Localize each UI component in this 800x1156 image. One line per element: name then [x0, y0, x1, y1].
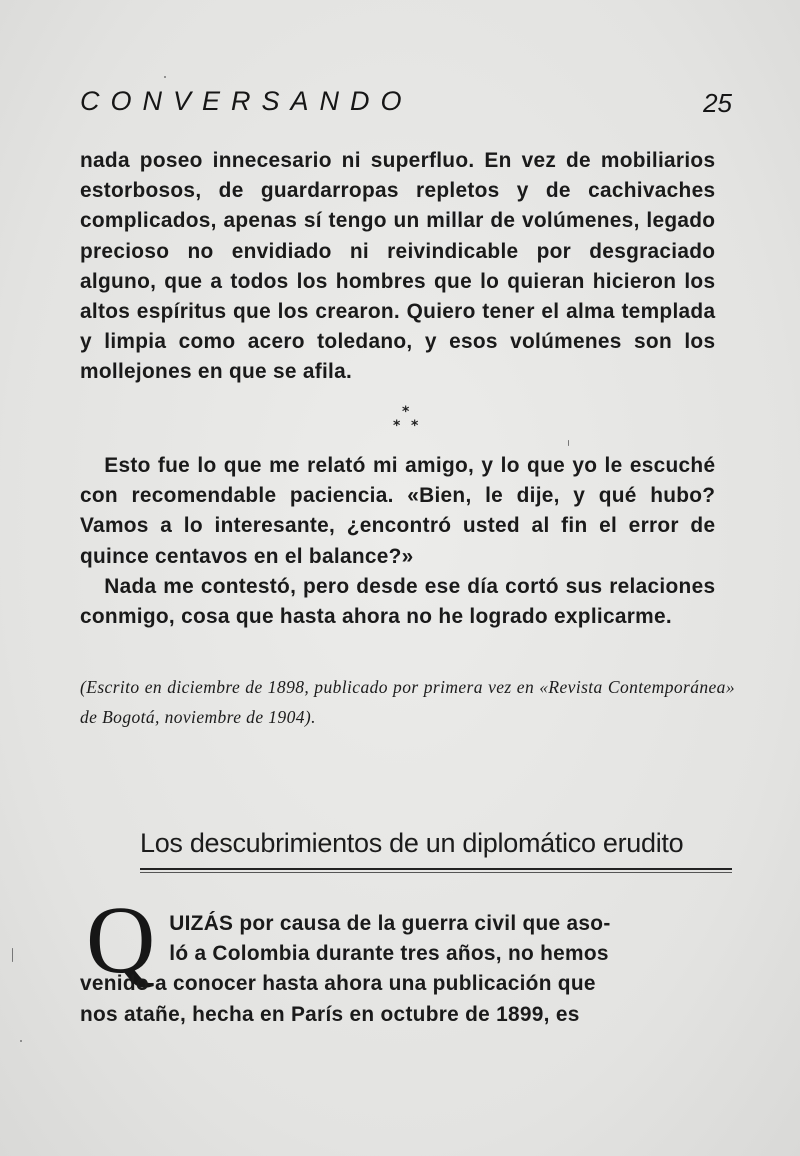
- drop-cap: Q: [86, 886, 156, 993]
- running-title: CONVERSANDO: [80, 86, 413, 116]
- page-number: 25: [703, 88, 732, 118]
- paper-speck: [164, 76, 166, 78]
- closing-paragraphs: [80, 450, 715, 631]
- paragraph-2: Esto fue lo que me relató mi amigo, y lo que yo le escuché con recomendable paciencia. «Bien, le dije, y qué hubo? Vamos a lo interesante, ¿encontró usted al fin el error de quince centavos en el balance?»: [80, 453, 716, 568]
- asterism-star-left: *: [393, 418, 401, 434]
- asterism-star-right: *: [411, 418, 419, 434]
- asterism-star-top: *: [402, 404, 410, 420]
- opening-line-3: venido a conocer hasta ahora una publicación que: [80, 971, 596, 996]
- opening-line-2: ló a Colombia durante tres años, no hemos: [169, 941, 609, 966]
- section-rule: [140, 868, 732, 870]
- paper-speck: [568, 440, 569, 446]
- section-opening-paragraph: [80, 908, 715, 1029]
- section-title: Los descubrimientos de un diplomático erudito: [140, 828, 684, 858]
- opening-line-1: UIZÁS por causa de la guerra civil que aso-: [169, 911, 611, 935]
- paragraph-continuation: [80, 145, 715, 387]
- paragraph-1: nada poseo innecesario ni superfluo. En vez de mobiliarios estorbosos, de guardarropas repletos y de cachivaches complicados, apenas sí tengo un millar de volúmenes, legado precioso no envidiado ni reivindicable por desgraciado alguno, que a todos los hombres que lo quieran hicieron los altos espíritus que los crearon. Quiero tener el alma templada y limpia como acero toledano, y esos volúmenes son los mollejones en que se afila.: [80, 148, 716, 384]
- asterism-separator: [393, 404, 423, 438]
- running-head: [80, 86, 732, 122]
- opening-line-4: nos atañe, hecha en París en octubre de 1899, es: [80, 1001, 580, 1026]
- section-rule-thin: [140, 872, 732, 873]
- paper-speck: [20, 1040, 22, 1042]
- paragraph-3: Nada me contestó, pero desde ese día cortó sus relaciones conmigo, cosa que hasta ahora no he logrado explicarme.: [80, 573, 716, 629]
- paper-speck: [12, 948, 13, 962]
- publication-note: (Escrito en diciembre de 1898, publicado por primera vez en «Revista Contemporánea» de Bogotá, noviembre de 1904).: [80, 677, 735, 727]
